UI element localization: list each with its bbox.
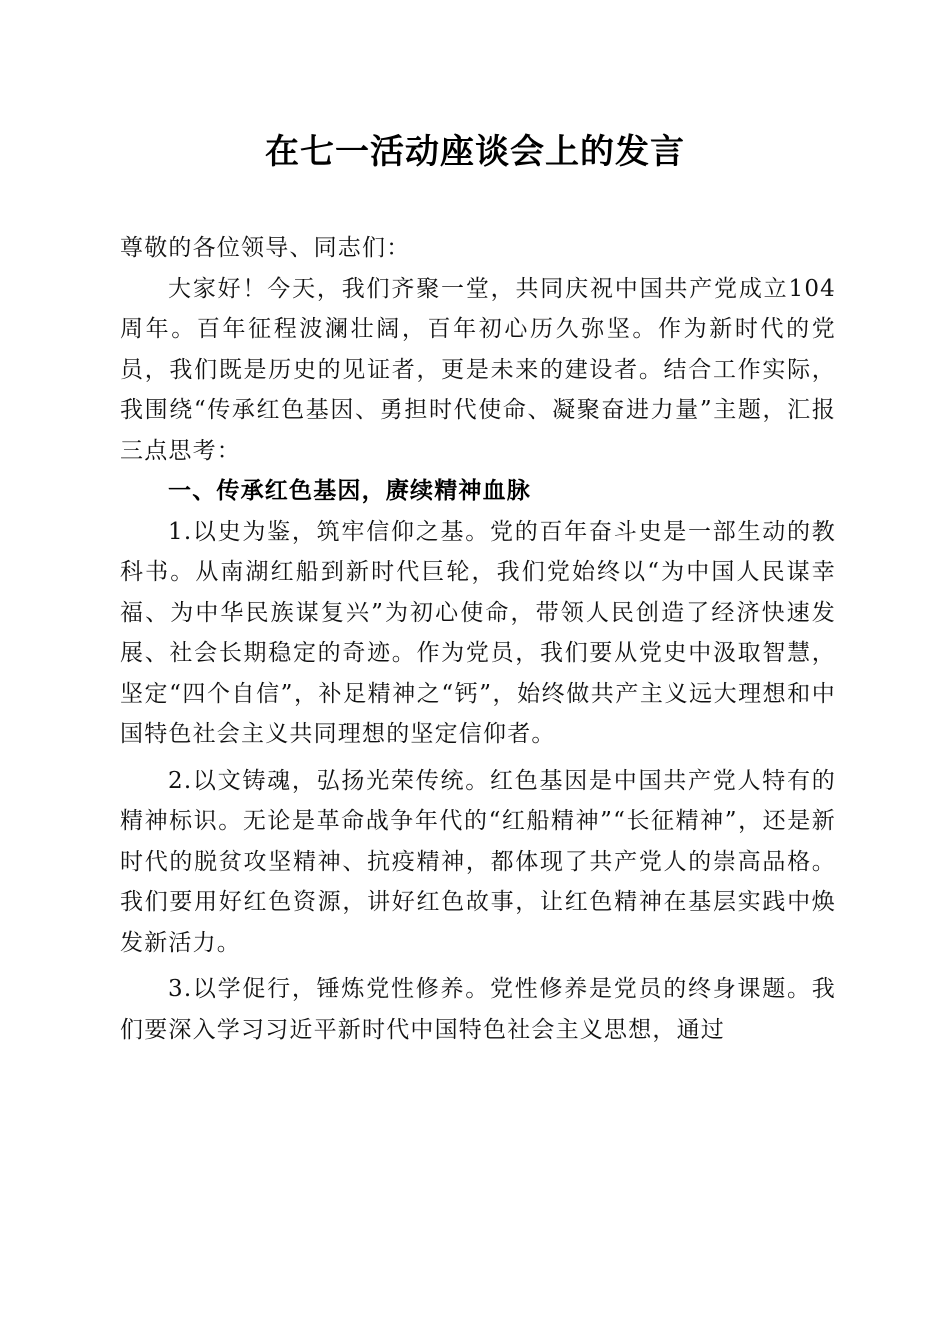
paragraph-point-3: 3.以学促行，锤炼党性修养。党性修养是党员的终身课题。我们要深入学习习近平新时代中国特色社会主义思想，通过 xyxy=(120,976,836,1043)
salutation: 尊敬的各位领导、同志们： xyxy=(120,235,411,261)
document-title: 在七一活动座谈会上的发言 xyxy=(265,132,685,172)
section-heading-1: 一、传承红色基因，赓续精神血脉 xyxy=(168,478,531,504)
intro-paragraph: 大家好！今天，我们齐聚一堂，共同庆祝中国共产党成立104周年。百年征程波澜壮阔，百年初心历久弥坚。作为新时代的党员，我们既是历史的见证者，更是未来的建设者。结合工作实际，我围绕“传承红色基因、勇担时代使命、凝聚奋进力量”主题，汇报三点思考： xyxy=(120,275,836,464)
paragraph-point-2: 2.以文铸魂，弘扬光荣传统。红色基因是中国共产党人特有的精神标识。无论是革命战争年代的“红船精神”“长征精神”，还是新时代的脱贫攻坚精神、抗疫精神，都体现了共产党人的崇高品格。我们要用好红色资源，讲好红色故事，让红色精神在基层实践中焕发新活力。 xyxy=(120,767,836,956)
paragraph-point-1: 1.以史为鉴，筑牢信仰之基。党的百年奋斗史是一部生动的教科书。从南湖红船到新时代巨轮，我们党始终以“为中国人民谋幸福、为中华民族谋复兴”为初心使命，带领人民创造了经济快速发展、社会长期稳定的奇迹。作为党员，我们要从党史中汲取智慧，坚定“四个自信”，补足精神之“钙”，始终做共产主义远大理想和中国特色社会主义共同理想的坚定信仰者。 xyxy=(120,518,836,747)
document-body xyxy=(120,228,836,1050)
